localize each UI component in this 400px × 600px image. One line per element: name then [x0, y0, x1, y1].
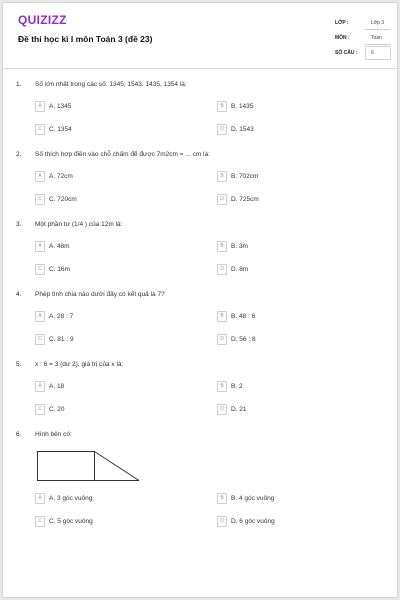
- option-text: B. 1435: [231, 103, 254, 110]
- meta-class: [335, 17, 391, 31]
- option-letter-box: A: [35, 381, 45, 392]
- option-letter-box: C: [35, 264, 45, 275]
- option-text: D. 8m: [231, 266, 249, 273]
- option-letter-box: D: [217, 334, 227, 345]
- option-text: D. 56 : 8: [231, 336, 256, 343]
- option-text: A. 28 : 7: [49, 313, 74, 320]
- option-text: A. 1345: [49, 103, 72, 110]
- option-letter-box: A: [35, 493, 45, 504]
- quizizz-logo: QUIZIZZ: [18, 13, 67, 27]
- meta-subject-value: Toán: [371, 35, 382, 41]
- option-letter-box: B: [217, 493, 227, 504]
- meta-count-box: [365, 46, 391, 60]
- meta-subject: [335, 32, 391, 46]
- option-letter-box: D: [217, 516, 227, 527]
- meta-subject-label: MÔN :: [335, 35, 350, 41]
- option-letter-box: D: [217, 124, 227, 135]
- question-text: x : 6 = 3 (dư 2), giá trị của x là:: [35, 361, 124, 368]
- option-letter-box: B: [217, 381, 227, 392]
- meta-class-label: LỚP :: [335, 20, 349, 26]
- option-text: C. 5 góc vuông: [49, 518, 93, 525]
- question-number: 5.: [16, 361, 22, 368]
- option-text: B. 4 góc vuông: [231, 495, 275, 502]
- option-letter-box: C: [35, 516, 45, 527]
- option-text: A. 48m: [49, 243, 70, 250]
- option-text: A. 18: [49, 383, 65, 390]
- meta-count: [335, 47, 391, 61]
- meta-count-label: SỐ CÂU :: [335, 50, 358, 56]
- question-number: 2.: [16, 151, 22, 158]
- worksheet-title: Đề thi học kì I môn Toán 3 (đề 23): [18, 34, 153, 44]
- meta-subject-underline: [365, 44, 391, 45]
- option-letter-box: D: [217, 194, 227, 205]
- option-text: C. 720cm: [49, 196, 77, 203]
- option-text: B. 2: [231, 383, 243, 390]
- option-text: C. 16m: [49, 266, 70, 273]
- question-text: Phép tính chia nào dưới đây có kết quả là 7?: [35, 291, 165, 298]
- option-text: D. 21: [231, 406, 247, 413]
- option-letter-box: A: [35, 171, 45, 182]
- worksheet-page: [2, 2, 398, 598]
- option-text: D. 6 góc vuông: [231, 518, 275, 525]
- option-text: D. 1543: [231, 126, 254, 133]
- question-text: Số lớn nhất trong các số: 1345, 1543, 1435, 1354 là:: [35, 81, 187, 88]
- question-number: 3.: [16, 221, 22, 228]
- question-number: 1.: [16, 81, 22, 88]
- option-text: A. 72cm: [49, 173, 73, 180]
- option-letter-box: D: [217, 404, 227, 415]
- option-letter-box: A: [35, 311, 45, 322]
- option-letter-box: C: [35, 124, 45, 135]
- option-letter-box: A: [35, 241, 45, 252]
- figure-rectangle: [38, 452, 95, 481]
- option-letter-box: C: [35, 194, 45, 205]
- option-text: C. 20: [49, 406, 65, 413]
- meta-class-underline: [365, 29, 391, 30]
- question-number: 6.: [16, 431, 22, 438]
- question-text: Số thích hợp điền vào chỗ chấm để được 7m2cm = ... cm là:: [35, 151, 210, 158]
- option-letter-box: B: [217, 101, 227, 112]
- question-text: Một phần tư (1/4 ) của 12m là:: [35, 221, 123, 228]
- option-text: C. 81 : 9: [49, 336, 74, 343]
- worksheet-header: [3, 3, 399, 69]
- option-text: B. 48 : 6: [231, 313, 256, 320]
- option-text: C. 1354: [49, 126, 72, 133]
- meta-count-value: 6: [371, 50, 374, 56]
- meta-class-value: Lớp 3: [371, 20, 385, 26]
- option-letter-box: B: [217, 171, 227, 182]
- option-text: B. 3m: [231, 243, 248, 250]
- question-number: 4.: [16, 291, 22, 298]
- option-letter-box: D: [217, 264, 227, 275]
- option-letter-box: B: [217, 311, 227, 322]
- geometry-figure: [37, 451, 147, 483]
- option-text: B. 702cm: [231, 173, 259, 180]
- option-letter-box: B: [217, 241, 227, 252]
- option-text: D. 725cm: [231, 196, 259, 203]
- option-letter-box: C: [35, 334, 45, 345]
- option-text: A. 3 góc vuông: [49, 495, 93, 502]
- option-letter-box: A: [35, 101, 45, 112]
- option-letter-box: C: [35, 404, 45, 415]
- question-text: Hình bên có:: [35, 431, 72, 438]
- figure-diagonal: [95, 452, 140, 481]
